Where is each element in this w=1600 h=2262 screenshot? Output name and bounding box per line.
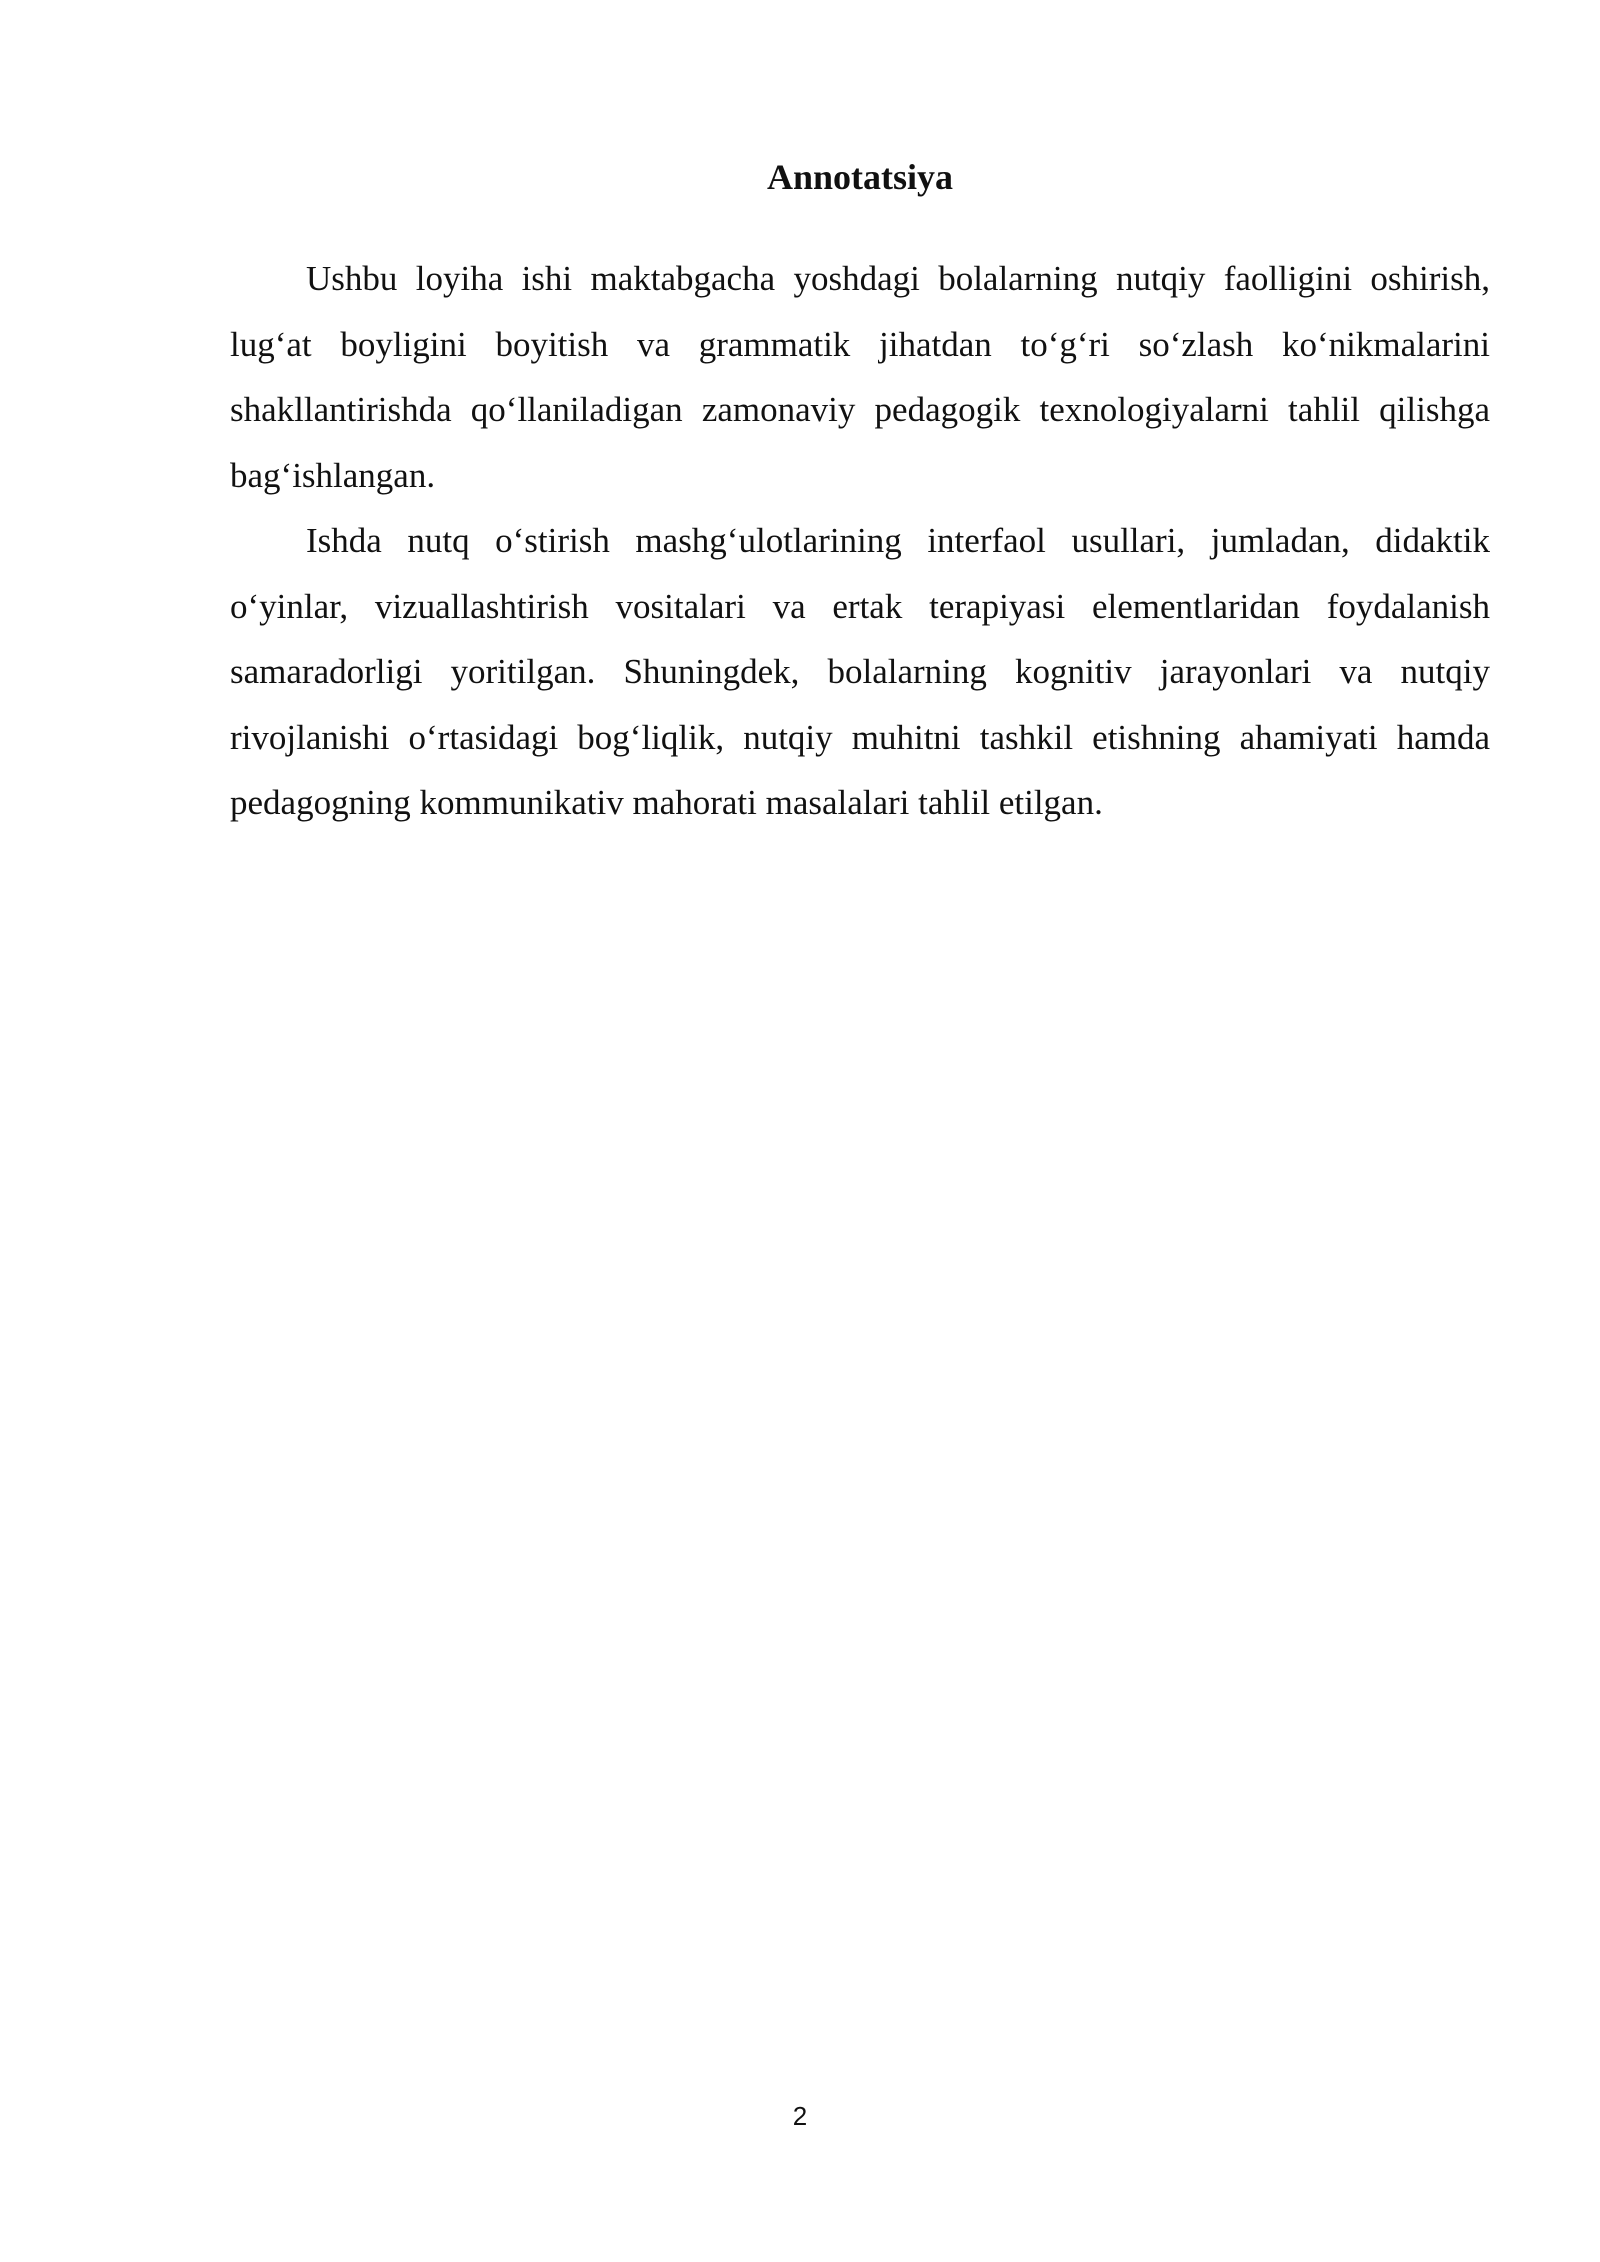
annotation-body <box>230 246 1490 836</box>
paragraph-2: Ishda nutq o‘stirish mashg‘ulotlarining interfaol usullari, jumladan, didaktik o‘yinlar, vizuallashtirish vositalari va ertak terapiyasi elementlaridan foydalanish samaradorligi yoritilgan. Shuningdek, bolalarning kognitiv jarayonlari va nutqiy rivojlanishi o‘rtasidagi bog‘liqlik, nutqiy muhitni tashkil etishning ahamiyati hamda pedagogning kommunikativ mahorati masalalari tahlil etilgan. <box>230 521 1490 822</box>
paragraph-1: Ushbu loyiha ishi maktabgacha yoshdagi bolalarning nutqiy faolligini oshirish, lug‘at boyligini boyitish va grammatik jihatdan to‘g‘ri so‘zlash ko‘nikmalarini shakllantirishda qo‘llaniladigan zamonaviy pedagogik texnologiyalarni tahlil qilishga bag‘ishlangan. <box>230 259 1490 495</box>
page-number: 2 <box>792 2101 808 2131</box>
page-title: Annotatsiya <box>766 157 954 197</box>
